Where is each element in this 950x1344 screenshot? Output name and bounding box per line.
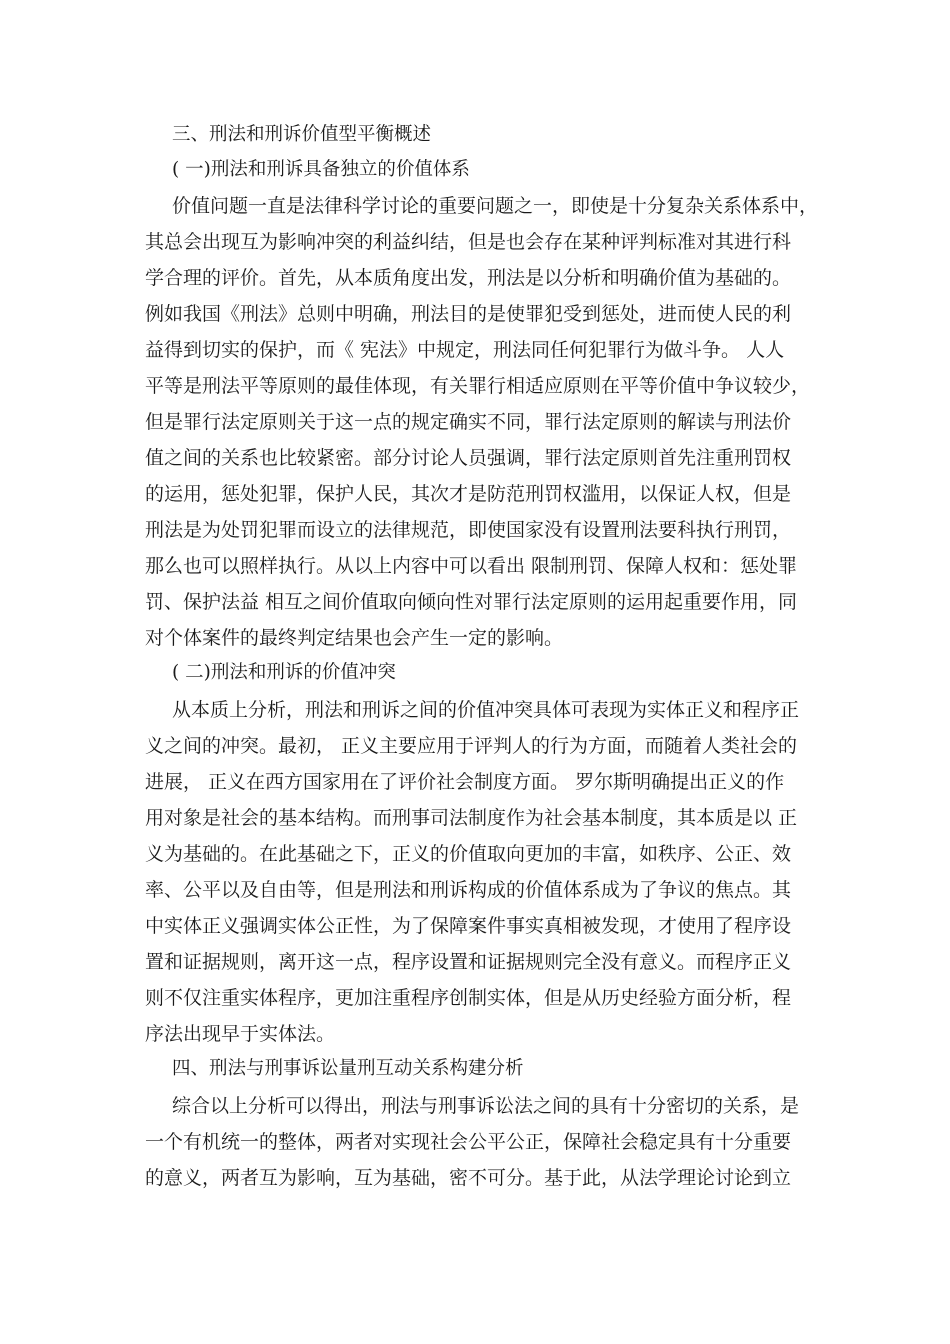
paragraph-line: 率、公平以及自由等，但是刑法和刑诉构成的价值体系成为了争议的焦点。其 (145, 879, 792, 901)
paragraph-line: 值之间的关系也比较紧密。部分讨论人员强调，罪行法定原则首先注重刑罚权 (145, 447, 792, 469)
paragraph-line: 综合以上分析可以得出，刑法与刑事诉讼法之间的具有十分密切的关系，是 (172, 1095, 800, 1117)
section-heading-4: 四、刑法与刑事诉讼量刑互动关系构建分析 (172, 1058, 524, 1079)
paragraph-line: 对个体案件的最终判定结果也会产生一定的影响。 (145, 627, 564, 649)
paragraph-line: 进展， 正义在西方国家用在了评价社会制度方面。 罗尔斯明确提出正义的作 (145, 771, 785, 793)
paragraph-line: 义之间的冲突。最初， 正义主要应用于评判人的行为方面，而随着人类社会的 (145, 735, 798, 757)
subsection-heading-2: ( 二)刑法和刑诉的价值冲突 (172, 662, 396, 683)
paragraph-line: 其总会出现互为影响冲突的利益纠结，但是也会存在某种评判标准对其进行科 (145, 231, 792, 253)
paragraph-line: 益得到切实的保护，而《 宪法》中规定，刑法同任何犯罪行为做斗争。 人人 (145, 339, 785, 361)
paragraph-line: 罚、保护法益 相互之间价值取向倾向性对罪行法定原则的运用起重要作用，同 (145, 591, 798, 613)
paragraph-line: 那么也可以照样执行。从以上内容中可以看出 限制刑罚、保障人权和：惩处罪 (145, 555, 798, 577)
paragraph-line: 的意义，两者互为影响，互为基础，密不可分。基于此，从法学理论讨论到立 (145, 1167, 792, 1189)
section-heading-3: 三、刑法和刑诉价值型平衡概述 (172, 124, 432, 145)
paragraph-line: 刑法是为处罚犯罪而设立的法律规范，即使国家没有设置刑法要科执行刑罚， (145, 519, 792, 541)
paragraph-line: 义为基础的。在此基础之下，正义的价值取向更加的丰富，如秩序、公正、效 (145, 843, 792, 865)
paragraph-line: 平等是刑法平等原则的最佳体现，有关罪行相适应原则在平等价值中争议较少， (145, 375, 811, 397)
paragraph-line: 从本质上分析，刑法和刑诉之间的价值冲突具体可表现为实体正义和程序正 (172, 699, 800, 721)
paragraph-line: 中实体正义强调实体公正性，为了保障案件事实真相被发现，才使用了程序设 (145, 915, 792, 937)
paragraph-line: 序法出现早于实体法。 (145, 1023, 336, 1045)
paragraph-line: 用对象是社会的基本结构。而刑事司法制度作为社会基本制度，其本质是以 正 (145, 807, 798, 829)
paragraph-line: 一个有机统一的整体，两者对实现社会公平公正，保障社会稳定具有十分重要 (145, 1131, 792, 1153)
paragraph-line: 例如我国《刑法》总则中明确，刑法目的是使罪犯受到惩处，进而使人民的利 (145, 303, 792, 325)
subsection-heading-1: ( 一)刑法和刑诉具备独立的价值体系 (172, 159, 470, 180)
paragraph-line: 置和证据规则，离开这一点，程序设置和证据规则完全没有意义。而程序正义 (145, 951, 792, 973)
paragraph-line: 但是罪行法定原则关于这一点的规定确实不同，罪行法定原则的解读与刑法价 (145, 411, 792, 433)
paragraph-line: 价值问题一直是法律科学讨论的重要问题之一，即使是十分复杂关系体系中， (172, 195, 819, 217)
paragraph-line: 学合理的评价。首先，从本质角度出发，刑法是以分析和明确价值为基础的。 (145, 267, 792, 289)
paragraph-line: 的运用，惩处犯罪，保护人民，其次才是防范刑罚权滥用，以保证人权，但是 (145, 483, 792, 505)
paragraph-line: 则不仅注重实体程序，更加注重程序创制实体，但是从历史经验方面分析，程 (145, 987, 792, 1009)
